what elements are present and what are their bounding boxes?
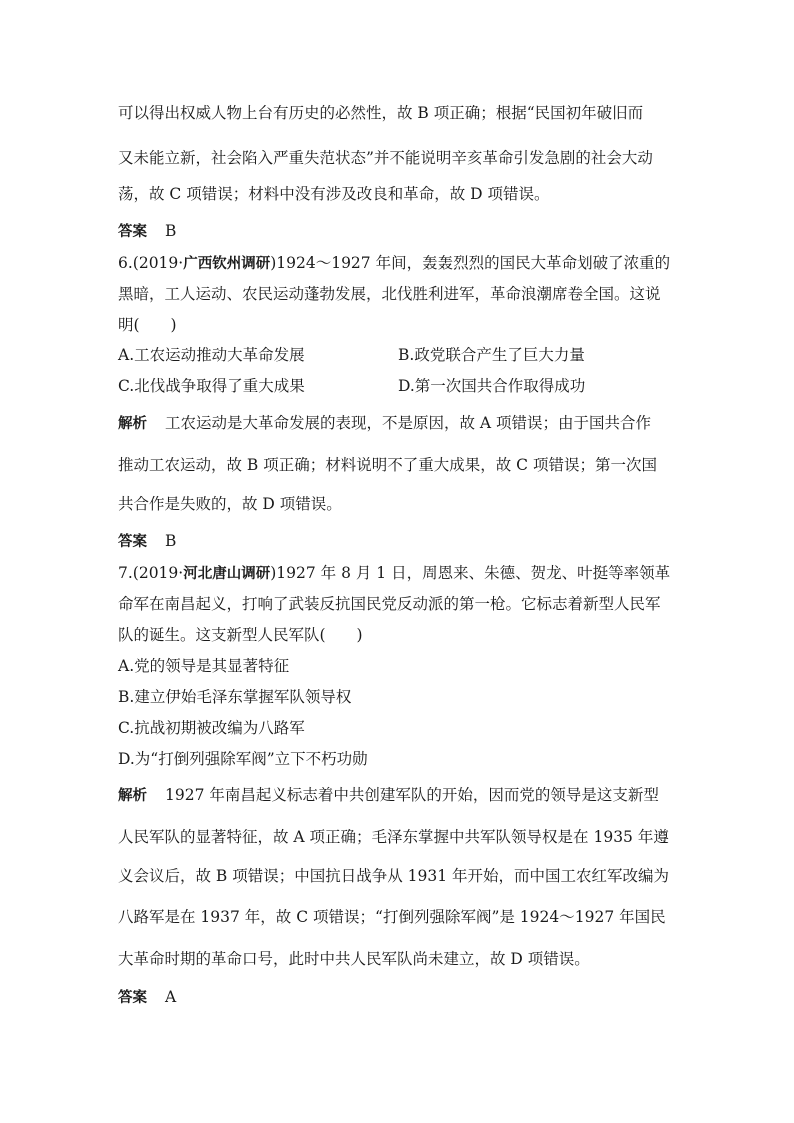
q7-number: 7.(2019· xyxy=(118,564,184,582)
answer-value: A xyxy=(165,988,177,1006)
q7-analysis-text: 1927 年南昌起义标志着中共创建军队的开始，因而党的领导是这支新型 xyxy=(165,786,659,804)
q6-source: 广西钦州调研 xyxy=(183,256,271,272)
prev-explanation-line-2: 又未能立新，社会陷入严重失范状态”并不能说明辛亥革命引发急剧的社会大动 xyxy=(118,149,653,167)
q7-analysis-line-2: 人民军队的显著特征，故 A 项正确；毛泽东掌握中共军队领导权是在 1935 年遵 xyxy=(118,828,669,846)
analysis-label: 解析 xyxy=(118,788,147,804)
q6-option-a: A.工农运动推动大革命发展 xyxy=(118,346,305,364)
q7-option-b: B.建立伊始毛泽东掌握军队领导权 xyxy=(118,688,352,706)
q7-stem-line-1 xyxy=(118,563,670,584)
analysis-label: 解析 xyxy=(118,416,147,432)
q7-option-c: C.抗战初期被改编为八路军 xyxy=(118,719,305,737)
q7-answer xyxy=(118,987,176,1008)
q7-analysis-line-3: 义会议后，故 B 项错误；中国抗日战争从 1931 年开始，而中国工农红军改编为 xyxy=(118,867,670,885)
q6-analysis-line-1 xyxy=(118,413,651,434)
q6-options-row-2 xyxy=(118,376,305,396)
q6-option-d: D.第一次国共合作取得成功 xyxy=(398,377,586,395)
q7-analysis-line-1 xyxy=(118,785,659,806)
q7-analysis-line-4: 八路军是在 1937 年，故 C 项错误；“打倒列强除军阀”是 1924～1927 年国民 xyxy=(118,908,666,926)
q7-stem-line-2: 命军在南昌起义，打响了武装反抗国民党反动派的第一枪。它标志着新型人民军 xyxy=(118,595,661,613)
q7-stem-text: )1927 年 8 月 1 日，周恩来、朱德、贺龙、叶挺等率领革 xyxy=(270,564,671,582)
q7-source: 河北唐山调研 xyxy=(183,566,271,582)
q6-analysis-line-2: 推动工农运动，故 B 项正确；材料说明不了重大成果，故 C 项错误；第一次国 xyxy=(118,456,657,474)
q6-stem-line-1 xyxy=(118,253,670,274)
q7-option-d: D.为“打倒列强除军阀”立下不朽功勋 xyxy=(118,750,368,768)
q7-analysis-line-5: 大革命时期的革命口号，此时中共人民军队尚未建立，故 D 项错误。 xyxy=(118,950,590,968)
prev-explanation-line-3: 荡，故 C 项错误；材料中没有涉及改良和革命，故 D 项错误。 xyxy=(118,185,550,203)
answer-label: 答案 xyxy=(118,990,147,1006)
prev-answer xyxy=(118,221,176,242)
q6-option-b: B.政党联合产生了巨大力量 xyxy=(398,346,585,364)
q7-option-a: A.党的领导是其显著特征 xyxy=(118,657,290,675)
q6-stem-line-2: 黑暗，工人运动、农民运动蓬勃发展，北伐胜利进军，革命浪潮席卷全国。这说 xyxy=(118,285,661,303)
q6-stem-text: )1924～1927 年间，轰轰烈烈的国民大革命划破了浓重的 xyxy=(270,254,671,272)
answer-value: B xyxy=(165,532,177,550)
q6-stem-line-3: 明( ) xyxy=(118,316,177,334)
q6-option-c: C.北伐战争取得了重大成果 xyxy=(118,377,305,395)
q6-answer xyxy=(118,531,176,552)
q7-stem-line-3: 队的诞生。这支新型人民军队( ) xyxy=(118,626,363,644)
q6-options-row-1 xyxy=(118,345,305,365)
answer-value: B xyxy=(165,222,177,240)
prev-explanation-line-1: 可以得出权威人物上台有历史的必然性，故 B 项正确；根据“民国初年破旧而 xyxy=(118,104,644,122)
q6-analysis-text: 工农运动是大革命发展的表现，不是原因，故 A 项错误；由于国共合作 xyxy=(165,414,652,432)
answer-label: 答案 xyxy=(118,534,147,550)
q6-analysis-line-3: 共合作是失败的，故 D 项错误。 xyxy=(118,495,342,513)
answer-label: 答案 xyxy=(118,224,147,240)
q6-number: 6.(2019· xyxy=(118,254,184,272)
